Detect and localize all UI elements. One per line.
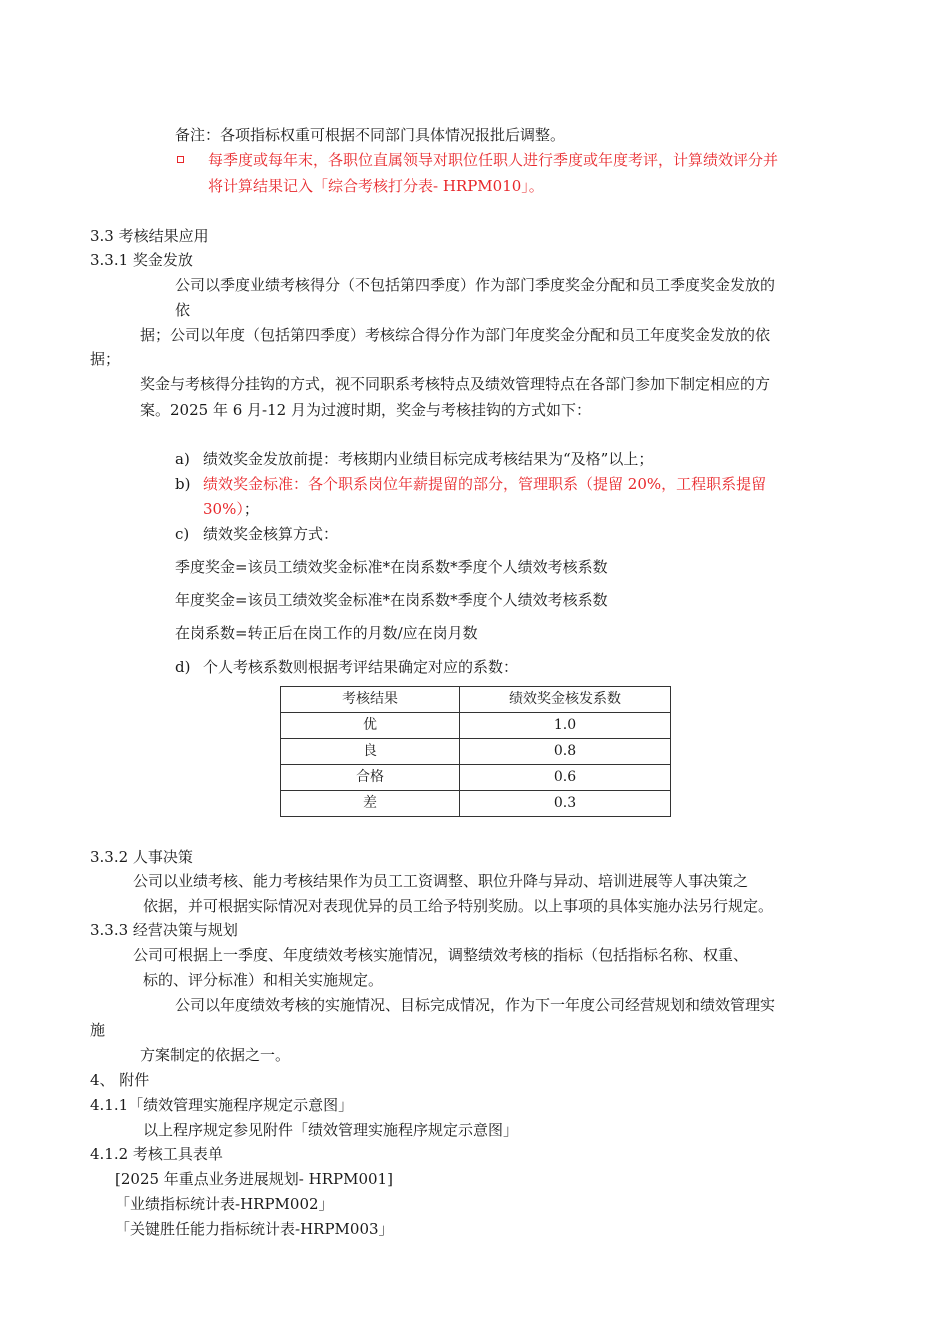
- formula-line: 季度奖金=该员工绩效奖金标准*在岗系数*季度个人绩效考核系数: [175, 558, 608, 576]
- form-list-item: 「关键胜任能力指标统计表-HRPM003」: [115, 1220, 394, 1238]
- paragraph-line: 据；: [90, 350, 121, 368]
- formula-line: 年度奖金=该员工绩效奖金标准*在岗系数*季度个人绩效考核系数: [175, 591, 608, 609]
- table-header-cell: 绩效奖金核发系数: [460, 687, 671, 713]
- paragraph-line: 公司以业绩考核、能力考核结果作为员工工资调整、职位升降与异动、培训进展等人事决策之: [133, 872, 749, 890]
- table-cell: 合格: [281, 765, 460, 791]
- section-4-heading: 4、 附件: [90, 1071, 150, 1089]
- section-4-1-1-heading: 4.1.1「绩效管理实施程序规定示意图」: [90, 1096, 354, 1114]
- table-row: [281, 791, 671, 817]
- section-3-3-2-heading: 3.3.2 人事决策: [90, 848, 193, 866]
- list-marker: c): [175, 525, 190, 543]
- section-3-3-1-heading: 3.3.1 奖金发放: [90, 251, 193, 269]
- table-cell: 0.3: [460, 791, 671, 817]
- paragraph-line: 公司以年度绩效考核的实施情况、目标完成情况，作为下一年度公司经营规划和绩效管理实: [175, 996, 776, 1014]
- table-row: [281, 739, 671, 765]
- coefficient-table: [280, 686, 671, 817]
- table-cell: 差: [281, 791, 460, 817]
- table-row: [281, 713, 671, 739]
- table-row: [281, 765, 671, 791]
- paragraph-line: 据；公司以年度（包括第四季度）考核综合得分作为部门年度奖金分配和员工年度奖金发放的依: [140, 326, 771, 344]
- paragraph-line: 公司可根据上一季度、年度绩效考核实施情况，调整绩效考核的指标（包括指标名称、权重、: [133, 946, 749, 964]
- square-bullet-icon: [177, 156, 184, 163]
- paragraph-line: 公司以季度业绩考核得分（不包括第四季度）作为部门季度奖金分配和员工季度奖金发放的: [175, 276, 776, 294]
- list-item-text: [203, 499, 259, 519]
- paragraph-line: 依: [175, 301, 191, 319]
- list-marker: a): [175, 450, 190, 468]
- paragraph-line: 施: [90, 1021, 106, 1039]
- form-list-item: 「业绩指标统计表-HRPM002」: [115, 1195, 334, 1213]
- table-header-row: [281, 687, 671, 713]
- bullet-text-line1: 每季度或每年末，各职位直属领导对职位任职人进行季度或年度考评，计算绩效评分并: [208, 151, 779, 169]
- list-item-text-tail: ；: [243, 500, 259, 518]
- formula-line: 在岗系数=转正后在岗工作的月数/应在岗月数: [175, 624, 478, 642]
- paragraph-line: 案。2025 年 6 月-12 月为过渡时期，奖金与考核挂钩的方式如下：: [140, 401, 591, 419]
- paragraph-line: 以上程序规定参见附件「绩效管理实施程序规定示意图」: [143, 1121, 519, 1139]
- section-3-3-3-heading: 3.3.3 经营决策与规划: [90, 921, 238, 939]
- section-4-1-2-heading: 4.1.2 考核工具表单: [90, 1145, 223, 1163]
- paragraph-line: 依据，并可根据实际情况对表现优异的员工给予特别奖励。以上事项的具体实施办法另行规定。: [143, 897, 774, 915]
- table-cell: 0.6: [460, 765, 671, 791]
- list-item-text: 个人考核系数则根据考评结果确定对应的系数：: [203, 658, 519, 676]
- paragraph-line: 标的、评分标准）和相关实施规定。: [143, 971, 384, 989]
- form-list-item: [2025 年重点业务进展规划- HRPM001]: [115, 1170, 393, 1188]
- list-marker: d): [175, 658, 191, 676]
- list-item-text: 绩效奖金核算方式：: [203, 525, 339, 543]
- list-item-text-red: 30%）: [203, 500, 244, 518]
- table-cell: 优: [281, 713, 460, 739]
- list-marker: b): [175, 475, 191, 493]
- paragraph-line: 方案制定的依据之一。: [140, 1046, 291, 1064]
- table-cell: 1.0: [460, 713, 671, 739]
- table-cell: 良: [281, 739, 460, 765]
- section-3-3-heading: 3.3 考核结果应用: [90, 227, 209, 245]
- table-cell: 0.8: [460, 739, 671, 765]
- list-item-text: 绩效奖金发放前提：考核期内业绩目标完成考核结果为“及格”以上；: [203, 450, 654, 468]
- bullet-text-line2: 将计算结果记入「综合考核打分表- HRPM010」。: [208, 177, 544, 195]
- paragraph-line: 奖金与考核得分挂钩的方式，视不同职系考核特点及绩效管理特点在各部门参加下制定相应的方: [140, 375, 771, 393]
- note-line: 备注：各项指标权重可根据不同部门具体情况报批后调整。: [175, 126, 566, 144]
- list-item-text: 绩效奖金标准：各个职系岗位年薪提留的部分，管理职系（提留 20%，工程职系提留: [203, 475, 767, 493]
- table-header-cell: 考核结果: [281, 687, 460, 713]
